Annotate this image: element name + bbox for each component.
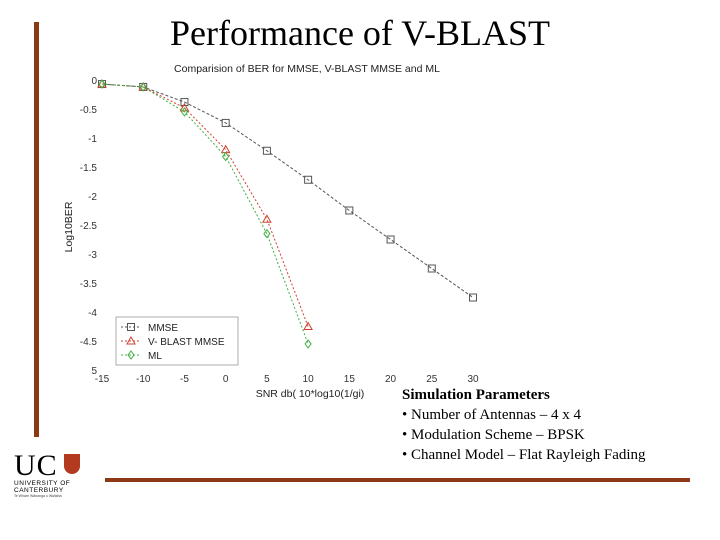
series-line-ml: [102, 84, 308, 344]
x-tick-label: 30: [467, 374, 479, 385]
data-point-mmse: [387, 236, 394, 243]
x-tick-label: 15: [343, 374, 355, 385]
logo-tagline: Te Whare Wānanga o Waitaha: [14, 494, 62, 498]
x-tick-label: -5: [179, 374, 189, 385]
legend-label-mmse: MMSE: [148, 323, 178, 334]
x-tick-label: 20: [384, 374, 397, 385]
legend-label-ml: ML: [148, 351, 162, 362]
series-ml: [99, 80, 311, 348]
data-point-mmse: [470, 294, 477, 301]
param-modulation: • Modulation Scheme – BPSK: [402, 427, 585, 443]
y-tick-label: -1.5: [79, 163, 97, 174]
y-tick-label: -2: [88, 192, 97, 203]
series-vblast-mmse: [98, 80, 312, 329]
chart-title: Comparision of BER for MMSE, V-BLAST MMSE and ML: [174, 63, 440, 75]
y-tick-label: 0: [91, 76, 97, 87]
param-antennas: • Number of Antennas – 4 x 4: [402, 407, 581, 423]
legend: [116, 317, 238, 365]
series-line-vblast-mmse: [102, 84, 308, 326]
data-point-mmse: [428, 265, 435, 272]
university-logo: [14, 449, 86, 510]
params-heading: Simulation Parameters: [402, 387, 550, 403]
y-axis-label: Log10BER: [63, 201, 75, 253]
x-tick-label: 0: [222, 374, 229, 385]
series-layer: [98, 80, 477, 348]
y-tick-label: 5: [91, 366, 97, 377]
y-tick-label: -3: [88, 250, 97, 261]
x-tick-label: -15: [94, 374, 110, 385]
x-axis-label: SNR db( 10*log10(1/gi): [255, 388, 365, 400]
x-tick-label: 10: [302, 374, 314, 385]
left-accent-bar: [34, 22, 39, 437]
y-tick-label: -4: [88, 308, 97, 319]
simulation-parameters: [402, 385, 646, 465]
logo-initials: UC: [14, 449, 58, 482]
data-point-vblast-mmse: [263, 215, 271, 222]
y-tick-label: -3.5: [79, 279, 97, 290]
slide-title: Performance of V-BLAST: [170, 13, 550, 53]
param-channel: • Channel Model – Flat Rayleigh Fading: [402, 447, 646, 463]
logo-line2: CANTERBURY: [14, 487, 64, 494]
x-tick-label: 5: [264, 374, 270, 385]
ber-chart: [55, 55, 495, 405]
bottom-accent-bar: [105, 478, 690, 482]
x-tick-label: 25: [426, 374, 438, 385]
series-mmse: [99, 81, 477, 301]
data-point-ml: [305, 340, 311, 348]
data-point-ml: [223, 153, 229, 161]
y-tick-label: -0.5: [79, 105, 97, 116]
y-tick-label: -4.5: [79, 337, 97, 348]
shield-icon: [64, 454, 80, 474]
series-line-mmse: [102, 84, 473, 297]
legend-label-vblast-mmse: V- BLAST MMSE: [148, 337, 225, 348]
y-tick-label: -2.5: [79, 221, 97, 232]
y-tick-label: -1: [88, 134, 97, 145]
logo-line1: UNIVERSITY OF: [14, 480, 71, 487]
x-tick-label: -10: [135, 374, 151, 385]
